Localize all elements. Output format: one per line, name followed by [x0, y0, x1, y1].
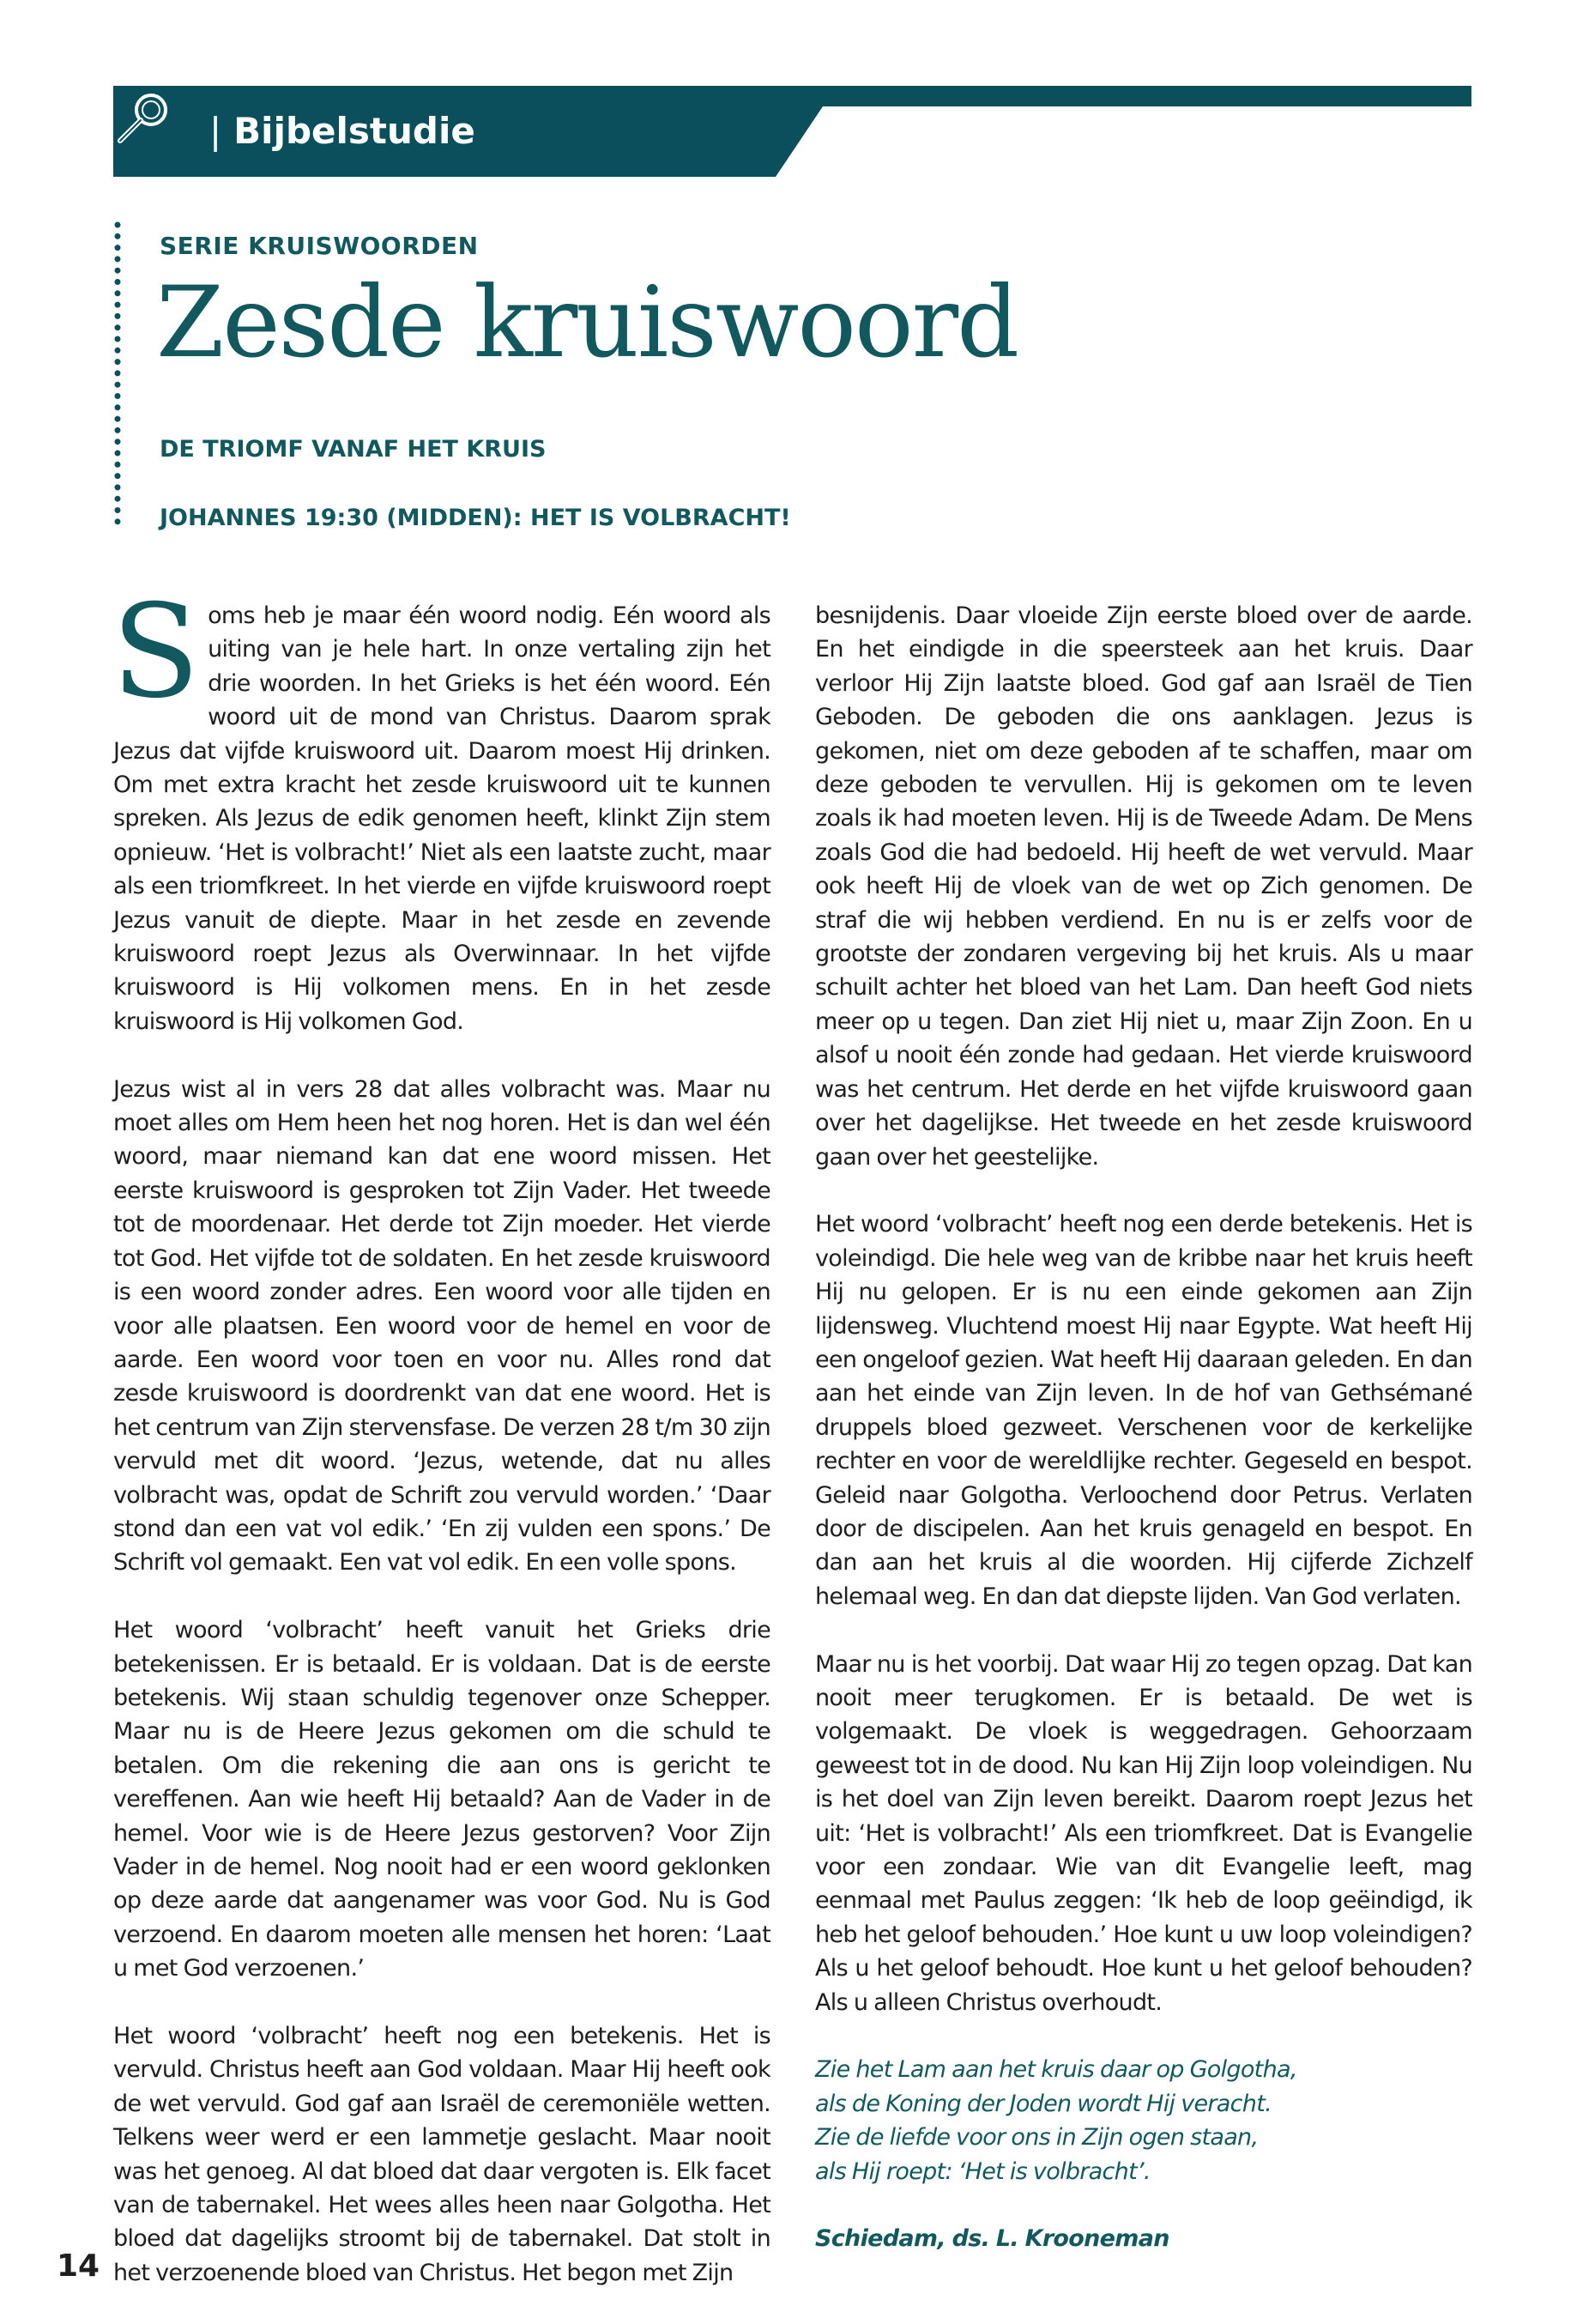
section-banner: [113, 86, 1471, 177]
scripture-reference: JOHANNES 19:30 (MIDDEN): HET IS VOLBRACHT!: [160, 505, 791, 531]
paragraph-5: besnijdenis. Daar vloeide Zijn eerste bloed over de aarde. En het eindigde in die speersteek aan het kruis. Daar verloor Hij Zijn laatste bloed. God gaf aan Israël de Tien Geboden. De geboden die ons aanklagen. Jezus is gekomen, niet om deze geboden af te schaffen, maar om deze geboden te vervullen. Hij is gekomen om te leven zoals ik had moeten leven. Hij is de Tweede Adam. De Mens zoals God die had bedoeld. Hij heeft de wet vervuld. Maar ook heeft Hij de vloek van de wet op Zich genomen. De straf die wij hebben verdiend. En nu is er zelfs voor de grootste der zondaren vergeving bij het kruis. Als u maar schuilt achter het bloed van het Lam. Dan heeft God niets meer op u tegen. Dan ziet Hij niet u, maar Zijn Zoon. En u alsof u nooit één zonde had gedaan. Het vierde kruiswoord was het centrum. Het derde en het vijfde kruiswoord gaan over het dagelijkse. Het tweede en het zesde kruiswoord gaan over het geestelijke.: [815, 602, 1472, 1171]
magnifier-icon: [113, 86, 175, 148]
paragraph-7: Maar nu is het voorbij. Dat waar Hij zo tegen opzag. Dat kan nooit meer terugkomen. Er is betaald. De wet is volgemaakt. De vloek is weggedragen. Gehoorzaam geweest tot in de dood. Nu kan Hij Zijn loop voleindigen. Nu is het doel van Zijn leven bereikt. Daarom roept Jezus het uit: ‘Het is volbracht!’ Als een triomfkreet. Dat is Evangelie voor een zondaar. Wie van dit Evangelie leeft, mag eenmaal met Paulus zeggen: ‘Ik heb de loop geëindigd, ik heb het geloof behouden.’ Hoe kunt u uw loop voleindigen? Als u het geloof behoudt. Hoe kunt u het geloof behouden? Als u alleen Christus overhoudt.: [815, 1650, 1472, 2016]
body-column-right: [815, 599, 1472, 2256]
article-title: Zesde kruiswoord: [156, 265, 1018, 379]
paragraph-1: Soms heb je maar één woord nodig. Eén woord als uiting van je hele hart. In onze vertaling zijn het drie woorden. In het Grieks is het één woord. Eén woord uit de mond van Christus. Daarom sprak Jezus dat vijfde kruiswoord uit. Daarom moest Hij drinken. Om met extra kracht het zesde kruiswoord uit te kunnen spreken. Als Jezus de edik genomen heeft, klinkt Zijn stem opnieuw. ‘Het is volbracht!’ Niet als een laatste zucht, maar als een triomfkreet. In het vierde en vijfde kruiswoord roept Jezus vanuit de diepte. Maar in het zesde en zevende kruiswoord roept Jezus als Overwinnaar. In het vijfde kruiswoord is Hij volkomen mens. En in het zesde kruiswoord is Hij volkomen God.: [112, 578, 770, 1035]
poem-line: als Hij roept: ‘Het is volbracht’.: [815, 2158, 1151, 2185]
poem-line: Zie de liefde voor ons in Zijn ogen staan,: [815, 2124, 1259, 2152]
section-title: | Bijbelstudie: [209, 110, 475, 152]
drop-cap: S: [112, 578, 200, 727]
page-number: 14: [57, 2248, 100, 2284]
poem-line: Zie het Lam aan het kruis daar op Golgotha,: [815, 2056, 1297, 2084]
series-label: SERIE KRUISWOORDEN: [160, 232, 479, 260]
article-subtitle: DE TRIOMF VANAF HET KRUIS: [160, 436, 547, 463]
author-signature: Schiedam, ds. L. Krooneman: [815, 2225, 1169, 2253]
dotted-rule: [113, 221, 122, 532]
paragraph-4: Het woord ‘volbracht’ heeft nog een betekenis. Het is vervuld. Christus heeft aan God voldaan. Maar Hij heeft ook de wet vervuld. God gaf aan Israël de ceremoniële wetten. Telkens weer werd er een lammetje geslacht. Maar nooit was het genoeg. Al dat bloed dat daar vergoten is. Elk facet van de tabernakel. Het wees alles heen naar Golgotha. Het bloed dat dagelijks stroomt bij de tabernakel. Dat stolt in het verzoenende bloed van Christus. Het begon met Zijn: [113, 2023, 770, 2286]
body-column-left: [112, 578, 770, 2324]
paragraph-6: Het woord ‘volbracht’ heeft nog een derde betekenis. Het is voleindigd. Die hele weg van de kribbe naar het kruis heeft Hij nu gelopen. Er is nu een einde gekomen aan Zijn lijdensweg. Vluchtend moest Hij naar Egypte. Wat heeft Hij een ongeloof gezien. Wat heeft Hij daaraan geleden. En dan aan het einde van Zijn leven. In de hof van Gethsémané druppels bloed gezweet. Verschenen voor de kerkelijke rechter en voor de wereldlijke rechter. Gegeseld en bespot. Geleid naar Golgotha. Verloochend door Petrus. Verlaten door de discipelen. Aan het kruis genageld en bespot. En dan aan het kruis al die woorden. Hij cijferde Zichzelf helemaal weg. En dan dat diepste lijden. Van God verlaten.: [815, 1211, 1472, 1610]
poem-line: als de Koning der Joden wordt Hij veracht.: [815, 2090, 1272, 2117]
poem: [815, 2053, 1472, 2188]
paragraph-2: Jezus wist al in vers 28 dat alles volbracht was. Maar nu moet alles om Hem heen het nog horen. Het is dan wel één woord, maar niemand kan dat ene woord missen. Het eerste kruiswoord is gesproken tot Zijn Vader. Het tweede tot de moordenaar. Het derde tot Zijn moeder. Het vierde tot God. Het vijfde tot de soldaten. En het zesde kruiswoord is een woord zonder adres. Een woord voor alle tijden en voor alle plaatsen. Een woord voor de hemel en voor de aarde. Een woord voor toen en voor nu. Alles rond dat zesde kruiswoord is doordrenkt van dat ene woord. Het is het centrum van Zijn stervensfase. De verzen 28 t/m 30 zijn vervuld met dit woord. ‘Jezus, wetende, dat nu alles volbracht was, opdat de Schrift zou vervuld worden.’ ‘Daar stond dan een vat vol edik.’ ‘En zij vulden een spons.’ De Schrift vol gemaakt. Een vat vol edik. En een volle spons.: [113, 1075, 770, 1577]
paragraph-3: Het woord ‘volbracht’ heeft vanuit het Grieks drie betekenissen. Er is betaald. Er is voldaan. Dat is de eerste betekenis. Wij staan schuldig tegenover onze Schepper. Maar nu is de Heere Jezus gekomen om die schuld te betalen. Om die rekening die aan ons is gericht te vereffenen. Aan wie heeft Hij betaald? Aan de Vader in de hemel. Voor wie is de Heere Jezus gestorven? Voor Zijn Vader in de hemel. Nog nooit had er een woord geklonken op deze aarde dat aangenamer was voor God. Nu is God verzoend. En daarom moeten alle mensen het horen: ‘Laat u met God verzoenen.’: [113, 1617, 770, 1982]
